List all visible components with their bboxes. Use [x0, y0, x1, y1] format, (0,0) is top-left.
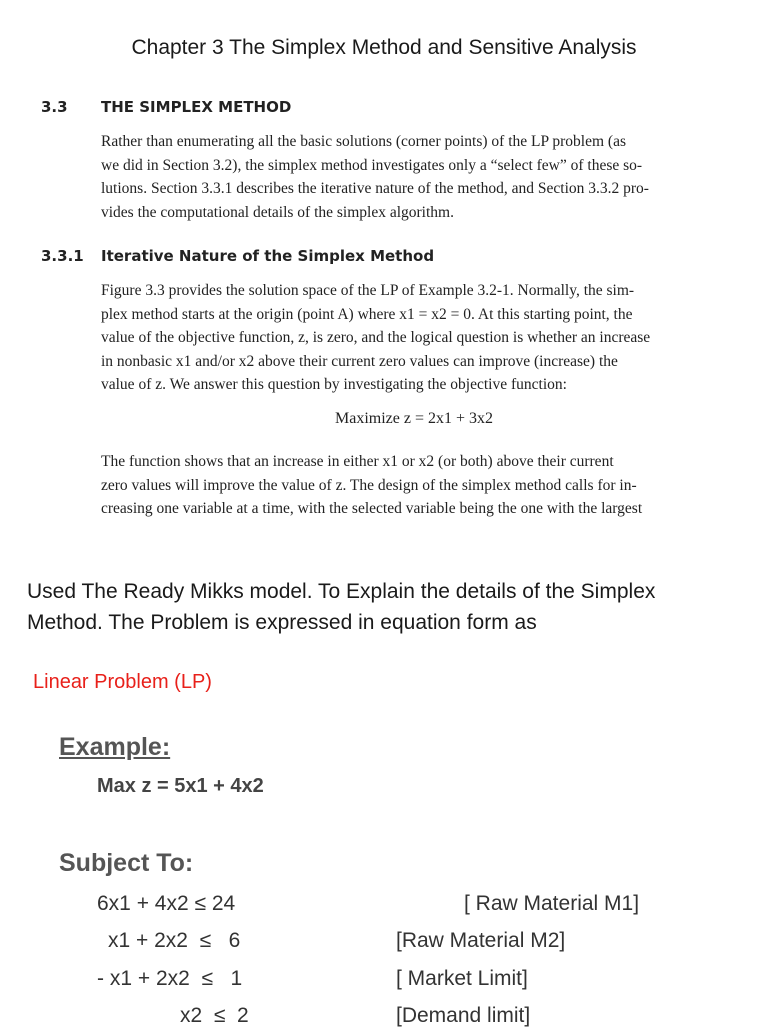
section-heading-simplex-method: THE SIMPLEX METHOD: [101, 98, 292, 116]
constraint-expression: 6x1 + 4x2 ≤ 24: [97, 892, 236, 915]
section-number-3-3: 3.3: [41, 98, 68, 116]
constraint-label: [ Raw Material M1]: [464, 892, 640, 915]
paragraph-line: vides the computational details of the simplex algorithm.: [101, 203, 454, 221]
constraint-label: [ Market Limit]: [396, 967, 528, 990]
paragraph-line: zero values will improve the value of z. The design of the simplex method calls for in-: [101, 476, 637, 494]
section-3-3-1-paragraph: [101, 279, 729, 397]
constraint-expression: x1 + 2x2 ≤ 6: [108, 929, 241, 952]
objective-formula: Maximize z = 2x1 + 3x2: [334, 410, 493, 427]
section-heading-iterative-nature: Iterative Nature of the Simplex Method: [101, 247, 435, 265]
paragraph-line: plex method starts at the origin (point A) where x1 = x2 = 0. At this starting point, the: [101, 305, 633, 323]
paragraph-line: we did in Section 3.2), the simplex method investigates only a “select few” of these so-: [101, 156, 643, 174]
paragraph-line: value of the objective function, z, is zero, and the logical question is whether an increase: [101, 329, 651, 346]
paragraph-line: lutions. Section 3.3.1 describes the iterative nature of the method, and Section 3.3.2 pro-: [101, 180, 649, 197]
linear-problem-label: Linear Problem (LP): [33, 671, 212, 693]
paragraph-line: value of z. We answer this question by investigating the objective function:: [101, 376, 567, 393]
constraint-expression: - x1 + 2x2 ≤ 1: [97, 967, 243, 990]
section-number-3-3-1: 3.3.1: [41, 247, 84, 265]
constraint-label: [Raw Material M2]: [396, 929, 566, 952]
paragraph-line: The function shows that an increase in either x1 or x2 (or both) above their current: [101, 453, 614, 470]
paragraph-line: creasing one variable at a time, with the selected variable being the one with the largest: [101, 500, 643, 517]
paragraph-line: Rather than enumerating all the basic solutions (corner points) of the LP problem (as: [101, 133, 626, 150]
intro-line: Used The Ready Mikks model. To Explain the details of the Simplex: [27, 580, 656, 603]
intro-text: [27, 576, 747, 638]
paragraph-line: Figure 3.3 provides the solution space of the LP of Example 3.2-1. Normally, the sim-: [101, 282, 635, 299]
example-heading: Example:: [59, 733, 171, 761]
paragraph-line: in nonbasic x1 and/or x2 above their current zero values can improve (increase) the: [101, 352, 618, 370]
section-3-3-1-paragraph-continued: [101, 450, 729, 521]
intro-line: Method. The Problem is expressed in equation form as: [27, 611, 537, 634]
section-3-3-paragraph: [101, 130, 729, 224]
chapter-title: Chapter 3 The Simplex Method and Sensitive Analysis: [131, 36, 637, 59]
subject-to-heading: Subject To:: [59, 849, 194, 877]
objective-function: Max z = 5x1 + 4x2: [97, 775, 264, 797]
constraint-label: [Demand limit]: [396, 1004, 531, 1027]
constraint-expression: x2 ≤ 2: [180, 1004, 249, 1027]
